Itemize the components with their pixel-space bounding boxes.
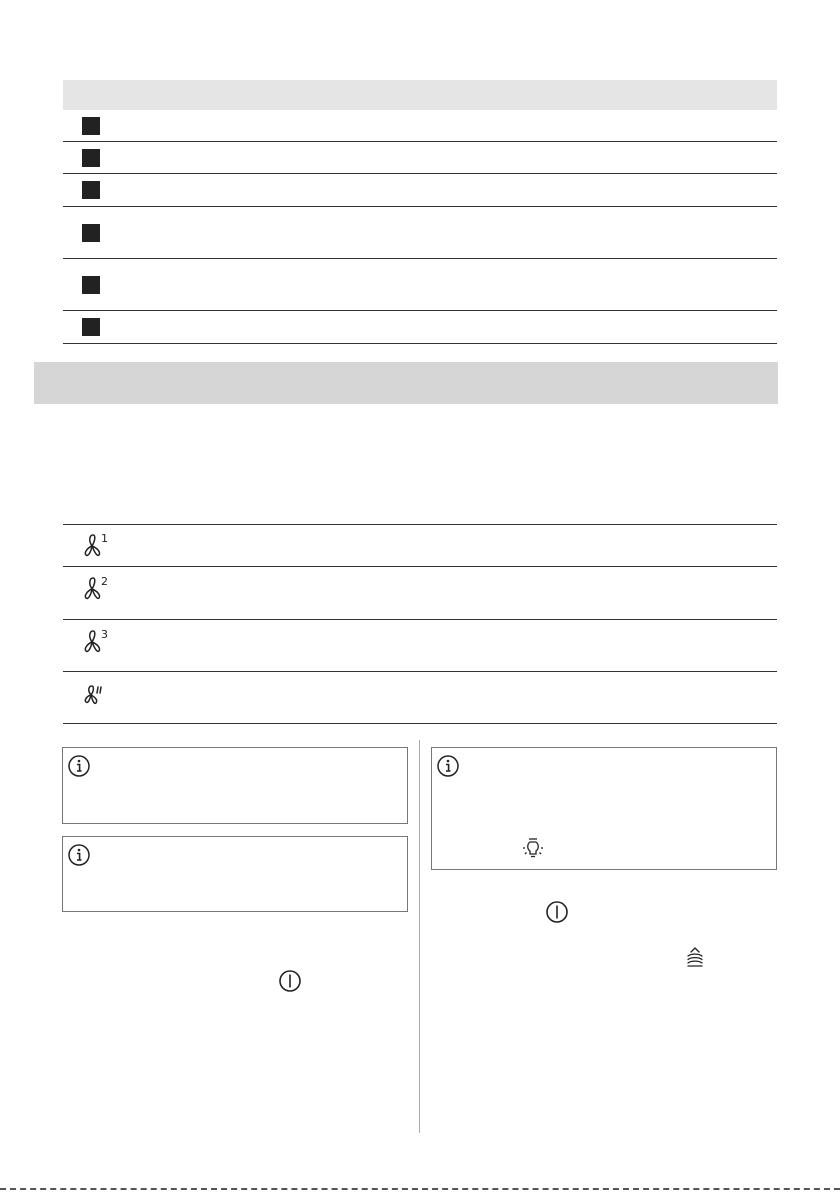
info-icon (436, 754, 460, 778)
table-row (63, 525, 777, 567)
marker-square-icon (82, 117, 100, 135)
power-icon (277, 968, 303, 994)
table-row (63, 620, 777, 672)
fan-intensive-icon (81, 681, 111, 709)
fan-level-label: 1 (101, 532, 108, 545)
breeze-icon (682, 944, 708, 970)
marker-square-icon (82, 181, 100, 199)
components-table-header (63, 80, 777, 110)
table-row (63, 207, 777, 259)
section-heading-bar (34, 362, 778, 404)
column-divider (419, 740, 420, 1133)
info-note-box (62, 747, 408, 824)
table-row (63, 311, 777, 344)
table-row (63, 174, 777, 207)
table-row (63, 567, 777, 620)
table-row (63, 110, 777, 142)
marker-square-icon (82, 149, 100, 167)
fan-speed-table (63, 524, 777, 724)
marker-square-icon (82, 276, 100, 294)
components-table (63, 80, 777, 344)
page-crop-rule (0, 1188, 840, 1190)
marker-square-icon (82, 318, 100, 336)
power-icon (544, 899, 570, 925)
marker-square-icon (82, 224, 100, 242)
fan-speed-3-icon (81, 628, 111, 656)
info-note-box (431, 747, 777, 870)
table-row (63, 672, 777, 724)
fan-level-label: 2 (101, 575, 108, 588)
light-icon (520, 836, 546, 862)
info-icon (67, 843, 91, 867)
table-row (63, 142, 777, 174)
fan-speed-2-icon (81, 575, 111, 603)
info-note-box (62, 836, 408, 912)
fan-level-label: 3 (101, 628, 108, 641)
info-icon (67, 754, 91, 778)
fan-speed-1-icon (81, 532, 111, 560)
table-row (63, 259, 777, 311)
